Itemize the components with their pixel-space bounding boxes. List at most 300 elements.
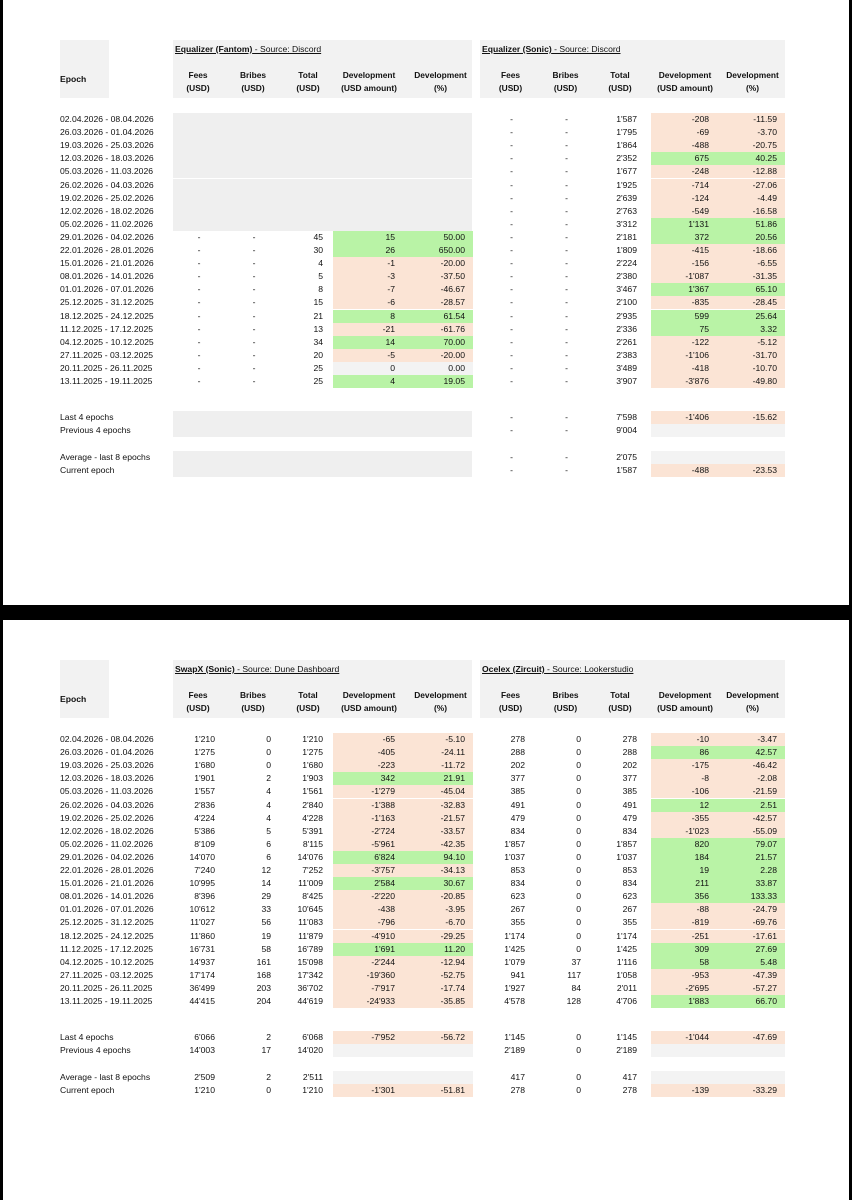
empty-cell-block — [173, 205, 472, 218]
right-dev-amount-value: 184 — [694, 851, 709, 862]
left-total-value: 4 — [318, 258, 323, 269]
right-bribes-value: 0 — [576, 760, 581, 771]
right-bribes-value: - — [565, 205, 568, 216]
left-bribes-value: - — [252, 297, 256, 308]
right-total-value: 1'864 — [616, 140, 637, 151]
right-total-value: 1'037 — [616, 851, 637, 862]
left-dev-pct-value: -11.72 — [441, 760, 465, 771]
epoch-label: 19.02.2026 - 25.02.2026 — [60, 192, 154, 203]
left-dev-amount-value: -5'961 — [371, 838, 395, 849]
left-fees-value: 44'415 — [189, 996, 215, 1006]
epoch-label: 01.01.2026 - 07.01.2026 — [60, 284, 154, 295]
table-row — [3, 916, 849, 929]
right-dev-pct-value: 65.10 — [755, 284, 777, 295]
left-bribes-value: - — [252, 231, 256, 242]
epoch-label: 29.01.2026 - 04.02.2026 — [60, 851, 154, 862]
epoch-label: 27.11.2025 - 03.12.2025 — [60, 349, 154, 360]
right-dev_amount-header-line: (USD amount) — [657, 703, 713, 713]
left-total-value: 7'252 — [302, 865, 323, 875]
left-fees-value: 1'901 — [194, 773, 215, 784]
left-fees-value: 10'995 — [189, 878, 215, 889]
summary-label: Last 4 epochs — [60, 1032, 114, 1042]
right-total-value: 3'312 — [616, 218, 637, 229]
right-fees-value: 2'189 — [504, 1045, 525, 1055]
left-total-value: 6'068 — [302, 1032, 323, 1042]
left-total-header-line: Total — [298, 690, 318, 700]
left-dev-amount-value: -4'910 — [371, 930, 395, 941]
right-total-value: 834 — [622, 825, 637, 836]
left-dev_pct-header — [408, 69, 473, 95]
left-bribes-value: 33 — [261, 904, 271, 915]
right-total-value: 2'261 — [616, 336, 637, 347]
epoch-label: 05.02.2026 - 11.02.2026 — [60, 838, 154, 849]
left-dev-pct-value: -51.81 — [440, 1085, 465, 1095]
table-row — [3, 890, 849, 903]
right-dev-pct-value: -5.12 — [757, 336, 777, 347]
right-bribes-value: - — [565, 153, 568, 164]
table-row — [3, 799, 849, 812]
right-bribes-value: 0 — [576, 930, 581, 941]
right-total-value: 9'004 — [616, 425, 637, 435]
right-fees-value: 1'037 — [504, 851, 525, 862]
right-fees-value: 834 — [510, 878, 525, 889]
left-dev-pct-value: -45.04 — [440, 786, 465, 797]
right-fees-value: 278 — [510, 734, 525, 744]
right-total-header-line: Total — [610, 70, 630, 80]
right-section-title — [482, 664, 633, 674]
right-bribes-value: - — [565, 349, 568, 360]
right-total-value: 491 — [622, 799, 637, 810]
right-dev-pct-value: 51.86 — [755, 218, 777, 229]
left-dev-pct-value: -20.85 — [440, 891, 465, 902]
right-bribes-value: 37 — [571, 956, 581, 967]
right-total-value: 1'116 — [616, 956, 637, 967]
left-total-value: 10'645 — [297, 904, 323, 915]
table-row — [3, 838, 849, 851]
right-dev_amount-header — [651, 689, 719, 715]
right-dev-amount-value: -88 — [696, 904, 709, 915]
right-dev-pct-value: -15.62 — [752, 412, 777, 422]
empty-cell-block — [173, 411, 472, 424]
right-dev-amount-value — [651, 1071, 709, 1084]
right-bribes-value: 0 — [576, 734, 581, 744]
left-total-value: 14'020 — [297, 1045, 323, 1055]
left-dev-pct-value: 70.00 — [443, 336, 465, 347]
left-total-value: 8 — [318, 284, 323, 295]
right-dev-pct-value: -69.76 — [752, 917, 777, 928]
table-row — [3, 336, 849, 349]
left-dev-pct-value: -21.57 — [440, 812, 465, 823]
left-total-header — [293, 689, 323, 715]
right-fees-value: - — [510, 140, 513, 151]
right-dev-amount-value: 58 — [699, 956, 709, 967]
right-fees-header-line: Fees — [500, 690, 521, 700]
left-bribes-value: 12 — [261, 865, 271, 875]
right-fees-header — [496, 69, 525, 95]
left-dev-pct-value: 650.00 — [438, 245, 465, 255]
left-dev-pct-value: -28.57 — [440, 297, 465, 308]
table-row — [3, 375, 849, 388]
left-dev-amount-value: 15 — [385, 231, 395, 242]
left-fees-value: 5'386 — [194, 825, 215, 836]
left-dev-amount-value: -1 — [387, 258, 395, 269]
left-bribes-value: 0 — [266, 1085, 271, 1095]
left-bribes-value: 2 — [266, 1072, 271, 1082]
right-dev-amount-value: -1'044 — [685, 1032, 709, 1042]
epoch-column-header: Epoch — [60, 74, 87, 84]
left-fees-value: - — [197, 349, 201, 360]
right-dev-pct-value: -16.58 — [752, 205, 777, 216]
right-bribes-value: - — [565, 376, 568, 386]
left-dev-amount-value: -6 — [387, 297, 395, 308]
right-fees-value: 1'425 — [504, 943, 525, 954]
right-fees-value: - — [510, 179, 513, 190]
right-total-value: 2'935 — [616, 310, 637, 321]
right-dev-pct-value: -4.49 — [757, 192, 777, 203]
left-dev-pct-value: -17.74 — [440, 982, 465, 993]
right-total-value: 2'380 — [616, 271, 637, 282]
right-dev-amount-value: 1'367 — [688, 284, 709, 295]
right-total-value: 202 — [622, 760, 637, 771]
left-dev-amount-value: -1'279 — [371, 786, 395, 797]
left-dev-pct-value: -61.76 — [440, 323, 465, 334]
right-dev-amount-value: 19 — [699, 865, 709, 875]
left-bribes-value: 4 — [266, 812, 271, 823]
table-row — [3, 982, 849, 995]
right-dev-amount-value: -1'406 — [685, 412, 709, 422]
right-dev-pct-value: -10.70 — [752, 362, 777, 373]
table-row — [3, 864, 849, 877]
right-dev-amount-value: -8 — [701, 773, 709, 784]
table-row — [3, 257, 849, 270]
epoch-label: 22.01.2026 - 28.01.2026 — [60, 865, 154, 875]
epoch-label: 12.03.2026 - 18.03.2026 — [60, 153, 154, 164]
right-bribes-value: 0 — [576, 865, 581, 875]
left-total-value: 11'009 — [298, 878, 323, 889]
summary-label: Previous 4 epochs — [60, 425, 131, 435]
table-row — [3, 995, 849, 1008]
right-dev-amount-value: -714 — [691, 179, 709, 190]
right-fees-value: - — [510, 425, 513, 435]
epoch-label: 13.11.2025 - 19.11.2025 — [60, 376, 153, 386]
left-dev-amount-value: -2'244 — [371, 956, 395, 967]
empty-cell-block — [173, 152, 472, 165]
right-dev-amount-value: -124 — [691, 192, 709, 203]
left-dev-pct-value: 30.67 — [443, 878, 465, 889]
left-total-value: 5'391 — [302, 825, 323, 836]
left-bribes-value: 6 — [266, 838, 271, 849]
table-row — [3, 759, 849, 772]
left-dev-pct-value: -20.00 — [440, 258, 465, 269]
left-dev-amount-value: 26 — [385, 245, 395, 255]
left-fees-value: - — [197, 376, 201, 386]
right-fees-value: 202 — [510, 760, 525, 771]
epoch-label: 11.12.2025 - 17.12.2025 — [60, 323, 154, 334]
left-dev_amount-header — [333, 69, 405, 95]
right-dev-amount-value — [651, 1044, 709, 1057]
right-total-value: 377 — [622, 773, 637, 784]
left-fees-value: - — [197, 284, 201, 295]
right-bribes-value: 0 — [576, 1045, 581, 1055]
left-dev-amount-value: -24'933 — [366, 996, 395, 1006]
left-fees-header-line: Fees — [188, 70, 208, 80]
left-dev-pct-value: -20.00 — [440, 349, 465, 360]
summary-row — [3, 1071, 849, 1084]
right-total-value: 1'587 — [616, 465, 637, 475]
left-bribes-value: 4 — [266, 786, 271, 797]
right-bribes-value: 128 — [566, 996, 581, 1006]
epoch-label: 02.04.2026 - 08.04.2026 — [60, 114, 154, 124]
left-bribes-value: 0 — [266, 760, 271, 771]
right-dev-amount-value: 820 — [694, 838, 709, 849]
left-fees-value: 10'612 — [189, 904, 215, 915]
right-dev-pct-value: -31.35 — [752, 271, 777, 282]
epoch-column-header: Epoch — [60, 694, 87, 704]
table-row — [3, 310, 849, 323]
summary-label: Average - last 8 epochs — [60, 1072, 151, 1082]
epoch-label: 18.12.2025 - 24.12.2025 — [60, 310, 154, 321]
right-bribes-value: - — [565, 452, 568, 462]
right-fees-value: - — [510, 231, 513, 242]
left-dev-pct-value: -32.83 — [440, 799, 465, 810]
right-total-value: 385 — [622, 786, 637, 797]
right-bribes-value: 0 — [576, 917, 581, 928]
right-total-value: 3'467 — [616, 284, 637, 295]
left-dev-amount-value: -19'360 — [366, 969, 395, 980]
left-fees-value: 1'275 — [194, 747, 215, 758]
left-total-value: 1'903 — [302, 773, 323, 784]
left-dev-amount-value: 1'691 — [374, 943, 395, 954]
left-total-value: 8'115 — [302, 838, 323, 849]
left-bribes-value: - — [252, 310, 256, 321]
left-total-value: 16'789 — [297, 943, 323, 954]
left-dev_pct-header-line: (%) — [433, 703, 448, 713]
right-fees-value: - — [510, 192, 513, 203]
left-total-value: 8'425 — [302, 891, 323, 902]
right-fees-value: 355 — [510, 917, 525, 928]
empty-cell-block — [173, 218, 472, 231]
left-dev-pct-value: -34.13 — [440, 865, 465, 875]
left-total-value: 13 — [313, 323, 323, 334]
right-bribes-value: 0 — [576, 891, 581, 902]
right-dev-amount-value: -251 — [691, 930, 709, 941]
right-dev-pct-value: -3.47 — [757, 734, 777, 744]
summary-row — [3, 451, 849, 464]
table-row — [3, 139, 849, 152]
right-fees-value: - — [510, 205, 513, 216]
right-bribes-value: - — [565, 127, 568, 138]
left-dev-pct-value: -35.85 — [440, 996, 465, 1006]
table-row — [3, 152, 849, 165]
left-bribes-value: 56 — [261, 917, 271, 928]
epoch-label: 26.02.2026 - 04.03.2026 — [60, 179, 154, 190]
right-dev-pct-value: 42.57 — [755, 747, 777, 758]
epoch-label: 15.01.2026 - 21.01.2026 — [60, 878, 154, 889]
right-total-value: 2'181 — [616, 231, 637, 242]
left-fees-value: - — [197, 231, 201, 242]
left-protocol-name: Equalizer (Fantom) — [175, 44, 253, 54]
right-dev-amount-value: -10 — [696, 734, 709, 744]
header-background — [60, 40, 109, 98]
epoch-label: 19.02.2026 - 25.02.2026 — [60, 812, 154, 823]
epoch-label: 08.01.2026 - 14.01.2026 — [60, 271, 154, 282]
right-dev-amount-value: 372 — [694, 231, 709, 242]
right-dev-amount-value: -248 — [691, 166, 709, 177]
right-bribes-value: - — [565, 192, 568, 203]
right-dev-pct-value: 33.87 — [755, 878, 777, 889]
right-dev-amount-value: -549 — [691, 205, 709, 216]
epoch-label: 20.11.2025 - 26.11.2025 — [60, 362, 153, 373]
left-bribes-value: - — [252, 349, 256, 360]
left-dev-amount-value: 0 — [390, 362, 395, 373]
right-dev-pct-value: -49.80 — [752, 376, 777, 386]
right-dev-amount-value: -175 — [691, 760, 709, 771]
table-row — [3, 192, 849, 205]
table-row — [3, 930, 849, 943]
left-fees-value: 2'836 — [194, 799, 215, 810]
right-protocol-name: Equalizer (Sonic) — [482, 44, 552, 54]
left-dev-amount-value: -438 — [377, 904, 395, 915]
right-bribes-value: - — [565, 245, 568, 255]
left-dev-amount-value: -1'163 — [371, 812, 395, 823]
right-total-value: 2'100 — [616, 297, 637, 308]
right-fees-value: - — [510, 218, 513, 229]
left-total-value: 14'076 — [297, 851, 323, 862]
left-total-value: 5 — [318, 271, 323, 282]
left-total-value: 15'098 — [297, 956, 323, 967]
right-total-value: 1'857 — [616, 838, 637, 849]
right-dev-amount-value: -835 — [691, 297, 709, 308]
right-bribes-value: - — [565, 297, 568, 308]
right-dev-amount-value: -208 — [691, 114, 709, 124]
left-dev-pct-value — [408, 1071, 465, 1084]
empty-cell-block — [173, 165, 472, 178]
epoch-label: 04.12.2025 - 10.12.2025 — [60, 956, 154, 967]
right-fees-value: - — [510, 245, 513, 255]
right-total-value: 1'925 — [616, 179, 637, 190]
right-dev-amount-value: 1'883 — [688, 996, 709, 1006]
right-dev-amount-value: -1'087 — [685, 271, 709, 282]
right-bribes-value: 0 — [576, 904, 581, 915]
left-dev-amount-value: 2'584 — [374, 878, 395, 889]
right-total-value: 2'336 — [616, 323, 637, 334]
left-dev-pct-value: -56.72 — [440, 1032, 465, 1042]
left-dev-pct-value: -52.75 — [440, 969, 465, 980]
right-bribes-value: - — [565, 362, 568, 373]
left-total-value: 1'680 — [302, 760, 323, 771]
right-dev-pct-value: 21.57 — [755, 851, 777, 862]
right-dev-pct-value: -27.06 — [752, 179, 777, 190]
left-total-value: 2'511 — [302, 1072, 323, 1082]
left-dev-pct-value: -12.94 — [440, 956, 465, 967]
table-row — [3, 283, 849, 296]
table-row — [3, 270, 849, 283]
right-dev-pct-value: -3.70 — [757, 127, 777, 138]
empty-cell-block — [173, 126, 472, 139]
left-dev_amount-header — [333, 689, 405, 715]
empty-cell-block — [173, 139, 472, 152]
empty-cell-block — [173, 179, 472, 192]
summary-label: Current epoch — [60, 465, 115, 475]
left-bribes-header-line: Bribes — [239, 690, 267, 700]
left-section-title — [175, 664, 339, 674]
left-bribes-value: 2 — [266, 773, 271, 784]
right-bribes-header — [550, 69, 581, 95]
table-row — [3, 785, 849, 798]
right-bribes-value: - — [565, 258, 568, 269]
left-fees-value: 7'240 — [194, 865, 215, 875]
right-dev-pct-value: -21.59 — [752, 786, 777, 797]
left-total-value: 1'275 — [302, 747, 323, 758]
right-dev-amount-value: -418 — [691, 362, 709, 373]
left-total-value: 30 — [313, 245, 323, 255]
left-total-value: 2'840 — [302, 799, 323, 810]
left-bribes-value: - — [252, 284, 256, 295]
right-bribes-header-line: Bribes — [552, 690, 579, 700]
left-total-value: 21 — [313, 310, 323, 321]
left-dev-amount-value: -1'388 — [371, 799, 395, 810]
right-bribes-value: - — [565, 465, 568, 475]
left-fees-value: 6'066 — [194, 1032, 215, 1042]
right-total-value: 4'706 — [616, 996, 637, 1006]
left-dev-pct-value: 21.91 — [443, 773, 465, 784]
right-bribes-value: 0 — [576, 1072, 581, 1082]
summary-row — [3, 1044, 849, 1057]
right-bribes-value: 0 — [576, 1085, 581, 1095]
left-dev-pct-value — [408, 1044, 465, 1057]
right-fees-value: - — [510, 323, 513, 334]
left-bribes-value: 2 — [266, 1032, 271, 1042]
right-fees-value: - — [510, 258, 513, 269]
right-total-value: 3'489 — [616, 362, 637, 373]
left-dev-amount-value: -65 — [382, 734, 395, 744]
right-total-value: 1'058 — [616, 969, 637, 980]
left-dev-amount-value: -796 — [377, 917, 395, 928]
left-fees-value: 36'499 — [189, 982, 215, 993]
right-dev-amount-value: -488 — [691, 465, 709, 475]
epoch-label: 18.12.2025 - 24.12.2025 — [60, 930, 154, 941]
right-fees-value: 1'857 — [504, 838, 525, 849]
right-dev-pct-value: -28.45 — [752, 297, 777, 308]
left-dev-amount-value: -2'220 — [371, 891, 395, 902]
left-protocol-name: SwapX (Sonic) — [175, 664, 235, 674]
table-row — [3, 218, 849, 231]
epoch-label: 02.04.2026 - 08.04.2026 — [60, 734, 154, 744]
left-bribes-value: - — [252, 376, 256, 386]
right-bribes-value: 0 — [576, 878, 581, 889]
epoch-label: 05.02.2026 - 11.02.2026 — [60, 218, 154, 229]
right-dev-amount-value: -415 — [691, 245, 709, 255]
epoch-label: 15.01.2026 - 21.01.2026 — [60, 258, 154, 269]
right-dev-pct-value: 3.32 — [760, 323, 777, 334]
right-dev_pct-header — [720, 689, 785, 715]
left-bribes-value: 19 — [261, 930, 271, 941]
right-dev-pct-value — [720, 424, 777, 437]
right-fees-value: - — [510, 310, 513, 321]
right-fees-value: 853 — [510, 865, 525, 875]
right-bribes-header-line: (USD) — [553, 83, 578, 93]
table-row — [3, 362, 849, 375]
right-dev-pct-value: -46.42 — [752, 760, 777, 771]
right-bribes-value: 84 — [571, 982, 581, 993]
table-row — [3, 877, 849, 890]
right-fees-value: - — [510, 153, 513, 164]
right-dev-pct-value: 66.70 — [755, 996, 777, 1006]
left-total-value: 1'561 — [302, 786, 323, 797]
right-dev-amount-value: -953 — [691, 969, 709, 980]
left-total-value: 17'342 — [297, 969, 323, 980]
left-bribes-value: 161 — [256, 956, 271, 967]
